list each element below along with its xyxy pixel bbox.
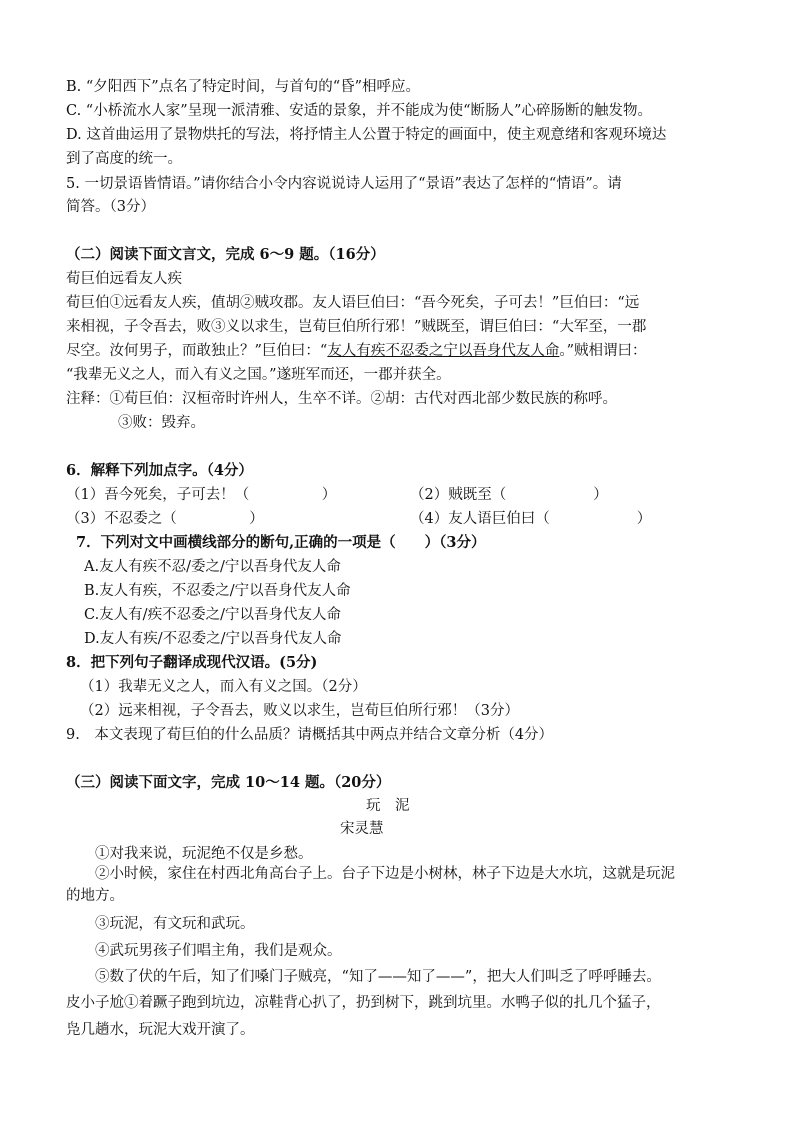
section3-header: （三）阅读下面文字，完成 10～14 题。（20分） <box>66 774 391 791</box>
question-9: 9. 本文表现了荀巨伯的什么品质？请概括其中两点并结合文章分析（4分） <box>66 727 554 743</box>
question-5-line2: 简答。（3分） <box>66 199 155 215</box>
question-7-option-a: A.友人有疾不忍/委之/宁以吾身代友人命 <box>84 559 341 575</box>
question-8-item2: （2）远来相视，子令吾去，败义以求生，岂荀巨伯所行邪！（3分） <box>80 703 519 719</box>
question-7-option-b: B.友人有疾，不忍委之/宁以吾身代友人命 <box>84 583 351 599</box>
option-c: C. “小桥流水人家”呈现一派清雅、安适的景象，并不能成为使“断肠人”心碎肠断的触发物。 <box>66 103 652 119</box>
underlined-sentence: 友人有疾不忍委之宁以吾身代友人命 <box>327 343 560 359</box>
article-para1: ①对我来说，玩泥绝不仅是乡愁。 <box>95 846 313 862</box>
passage-line1: 荀巨伯①远看友人疾，值胡②贼攻郡。友人语巨伯曰：“吾今死矣，子可去！”巨伯曰：“远 <box>66 295 640 311</box>
question-5-line1: 5. 一切景语皆情语。”请你结合小令内容说说诗人运用了“景语”表达了怎样的“情语”。请 <box>66 176 622 192</box>
passage-line2: 来相视，子令吾去，败③义以求生，岂荀巨伯所行邪！”贼既至，谓巨伯曰：“大军至，一郡 <box>66 319 647 335</box>
question-6-item3: （3）不忍委之（ ） <box>66 511 264 527</box>
note-line1: 注释：①荀巨伯：汉桓帝时许州人，生卒不详。②胡：古代对西北部少数民族的称呼。 <box>66 391 617 407</box>
article-para5-line3: 凫几趟水，玩泥大戏开演了。 <box>66 1022 255 1038</box>
question-8: 8．把下列句子翻译成现代汉语。(5分) <box>66 654 318 671</box>
article-title: 玩 泥 <box>366 798 410 814</box>
article-para5-line2: 皮小子尬①着蹶子跑到坑边，凉鞋背心扒了，扔到树下，跳到坑里。水鸭子似的扎几个猛子， <box>66 995 661 1011</box>
article-para4: ④武玩男孩子们唱主角，我们是观众。 <box>95 943 342 959</box>
question-6-item1: （1）吾今死矣，子可去！（ ） <box>66 487 337 503</box>
article-para2-line1: ②小时候，家住在村西北角高台子上。台子下边是小树林，林子下边是大水坑，这就是玩泥 <box>95 866 675 882</box>
question-8-item1: （1）我辈无义之人，而入有义之国。（2分） <box>80 679 367 695</box>
question-7-option-c: C.友人有/疾不忍委之/宁以吾身代友人命 <box>84 607 341 623</box>
question-7: 7．下列对文中画横线部分的断句,正确的一项是（ ）（3分） <box>76 534 486 551</box>
article-author: 宋灵慧 <box>340 821 384 837</box>
passage-line3-end: 。”贼相谓曰： <box>559 343 647 359</box>
option-d-line2: 到了高度的统一。 <box>66 151 182 167</box>
option-b: B. “夕阳西下”点名了特定时间，与首句的“昏”相呼应。 <box>66 79 421 95</box>
passage-line3-start: 尽空。汝何男子，而敢独止？”巨伯曰：“ <box>66 343 328 359</box>
question-7-option-d: D.友人有疾/不忍委之/宁以吾身代友人命 <box>84 631 342 647</box>
question-6: 6．解释下列加点字。（4分） <box>66 462 253 479</box>
passage-title: 荀巨伯远看友人疾 <box>66 271 182 287</box>
section2-header: （二）阅读下面文言文，完成 6～9 题。（16分） <box>66 246 385 263</box>
passage-line3 <box>66 341 647 361</box>
question-6-item4: （4）友人语巨伯曰（ ） <box>410 511 652 527</box>
article-para5-line1: ⑤数了伏的午后，知了们嗓门子贼亮，“知了——知了——”，把大人们叫乏了呼呼睡去。 <box>95 969 661 985</box>
question-6-item2: （2）贼既至（ ） <box>410 487 608 503</box>
option-d-line1: D. 这首曲运用了景物烘托的写法，将抒情主人公置于特定的画面中，使主观意绪和客观环境达 <box>66 127 667 143</box>
note-line2: ③败：毁弃。 <box>118 415 205 431</box>
article-para3: ③玩泥，有文玩和武玩。 <box>95 916 255 932</box>
article-para2-line2: 的地方。 <box>66 888 124 904</box>
passage-line4: “我辈无义之人，而入有义之国。”遂班军而还，一郡并获全。 <box>66 367 451 383</box>
